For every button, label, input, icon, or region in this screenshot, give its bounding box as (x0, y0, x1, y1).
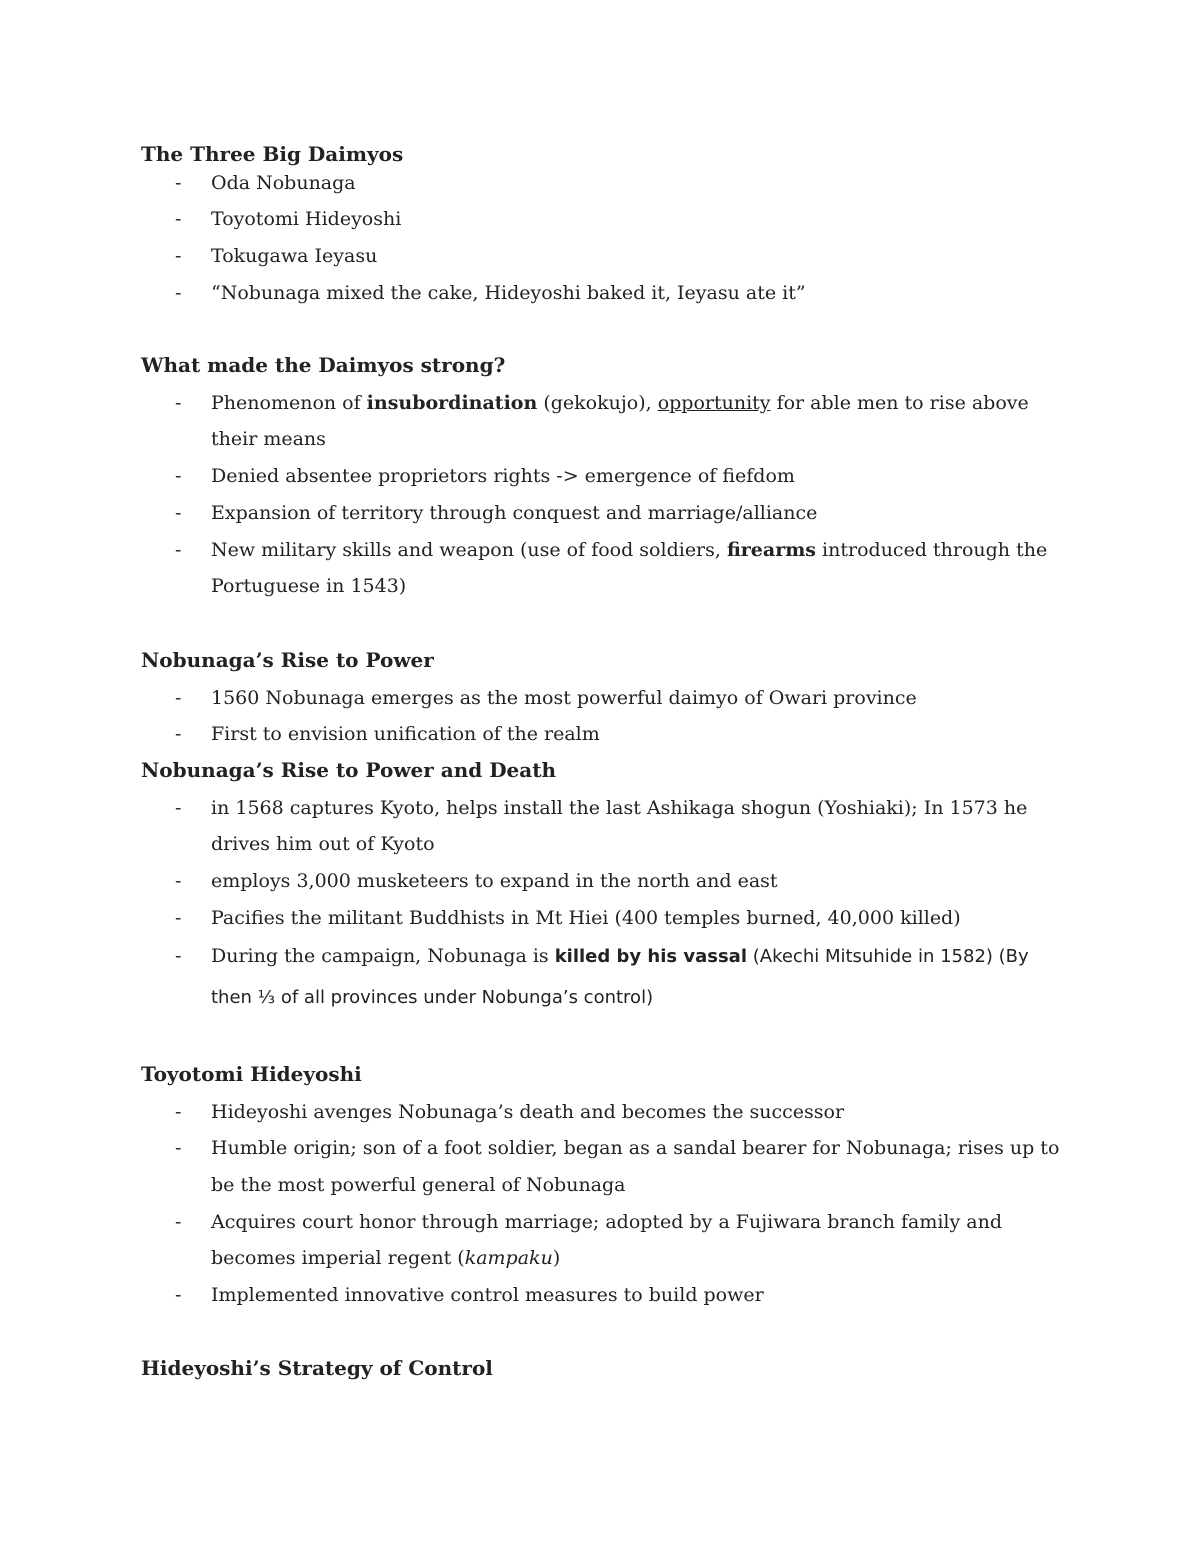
list-item: Pacifies the militant Buddhists in Mt Hiei (400 temples burned, 40,000 killed) (211, 907, 961, 929)
bullet-marker: - (175, 1137, 182, 1159)
list-item-continuation: drives him out of Kyoto (211, 833, 435, 855)
list-item: Toyotomi Hideyoshi (211, 208, 402, 230)
list-item: 1560 Nobunaga emerges as the most powerful daimyo of Owari province (211, 687, 917, 709)
bullet-marker: - (175, 245, 182, 267)
bullet-marker: - (175, 1284, 182, 1306)
list-item-continuation: their means (211, 428, 326, 450)
list-item: First to envision unification of the realm (211, 723, 600, 745)
bullet-marker: - (175, 1211, 182, 1233)
text-run: introduced through the (816, 539, 1048, 561)
text-run: (Akechi Mitsuhide in 1582) (By (747, 946, 1029, 967)
text-run: becomes imperial regent ( (211, 1247, 465, 1269)
heading-what-made-daimyos-strong: What made the Daimyos strong? (141, 353, 506, 377)
text-run: Phenomenon of (211, 392, 367, 414)
bullet-marker: - (175, 282, 182, 304)
bullet-marker: - (175, 797, 182, 819)
list-item: “Nobunaga mixed the cake, Hideyoshi baked it, Ieyasu ate it” (211, 282, 806, 304)
bold-term: firearms (726, 539, 817, 561)
list-item: employs 3,000 musketeers to expand in the north and east (211, 870, 778, 892)
bold-term: killed by his vassal (554, 946, 748, 967)
text-run: During the campaign, Nobunaga is (211, 945, 555, 967)
list-item-continuation: be the most powerful general of Nobunaga (211, 1174, 626, 1196)
text-run: (gekokujo), (537, 392, 658, 414)
list-item: Humble origin; son of a foot soldier, began as a sandal bearer for Nobunaga; rises up to (211, 1137, 1060, 1159)
bullet-marker: - (175, 723, 182, 745)
heading-toyotomi-hideyoshi: Toyotomi Hideyoshi (141, 1062, 362, 1086)
heading-nobunaga-rise-death: Nobunaga’s Rise to Power and Death (141, 758, 557, 782)
bullet-marker: - (175, 172, 182, 194)
bullet-marker: - (175, 1101, 182, 1123)
bullet-marker: - (175, 687, 182, 709)
bold-term: insubordination (366, 392, 538, 414)
list-item: Expansion of territory through conquest and marriage/alliance (211, 502, 818, 524)
list-item: Hideyoshi avenges Nobunaga’s death and becomes the successor (211, 1101, 845, 1123)
list-item: Acquires court honor through marriage; adopted by a Fujiwara branch family and (211, 1211, 1002, 1233)
text-run: ) (552, 1247, 561, 1269)
list-item-continuation: then ⅓ of all provinces under Nobunga’s control) (211, 987, 654, 1008)
underlined-term: opportunity (657, 392, 771, 414)
text-run: for able men to rise above (770, 392, 1029, 414)
heading-hideyoshi-strategy: Hideyoshi’s Strategy of Control (141, 1356, 493, 1380)
list-item: Implemented innovative control measures to build power (211, 1284, 764, 1306)
list-item: Denied absentee proprietors rights -> emergence of fiefdom (211, 465, 795, 487)
list-item (211, 391, 1029, 415)
bullet-marker: - (175, 502, 182, 524)
bullet-marker: - (175, 465, 182, 487)
list-item-continuation (211, 1246, 560, 1270)
bullet-marker: - (175, 870, 182, 892)
bullet-marker: - (175, 907, 182, 929)
heading-nobunaga-rise: Nobunaga’s Rise to Power (141, 648, 434, 672)
bullet-marker: - (175, 539, 182, 561)
list-item-continuation: Portuguese in 1543) (211, 575, 407, 597)
bullet-marker: - (175, 392, 182, 414)
list-item: in 1568 captures Kyoto, helps install the last Ashikaga shogun (Yoshiaki); In 1573 he (211, 797, 1028, 819)
list-item (211, 944, 1029, 969)
italic-term: kampaku (464, 1247, 553, 1269)
list-item (211, 538, 1047, 562)
bullet-marker: - (175, 208, 182, 230)
bullet-marker: - (175, 945, 182, 967)
text-run: New military skills and weapon (use of food soldiers, (211, 539, 727, 561)
heading-three-big-daimyos: The Three Big Daimyos (141, 142, 404, 166)
list-item: Tokugawa Ieyasu (211, 245, 378, 267)
list-item: Oda Nobunaga (211, 172, 356, 194)
